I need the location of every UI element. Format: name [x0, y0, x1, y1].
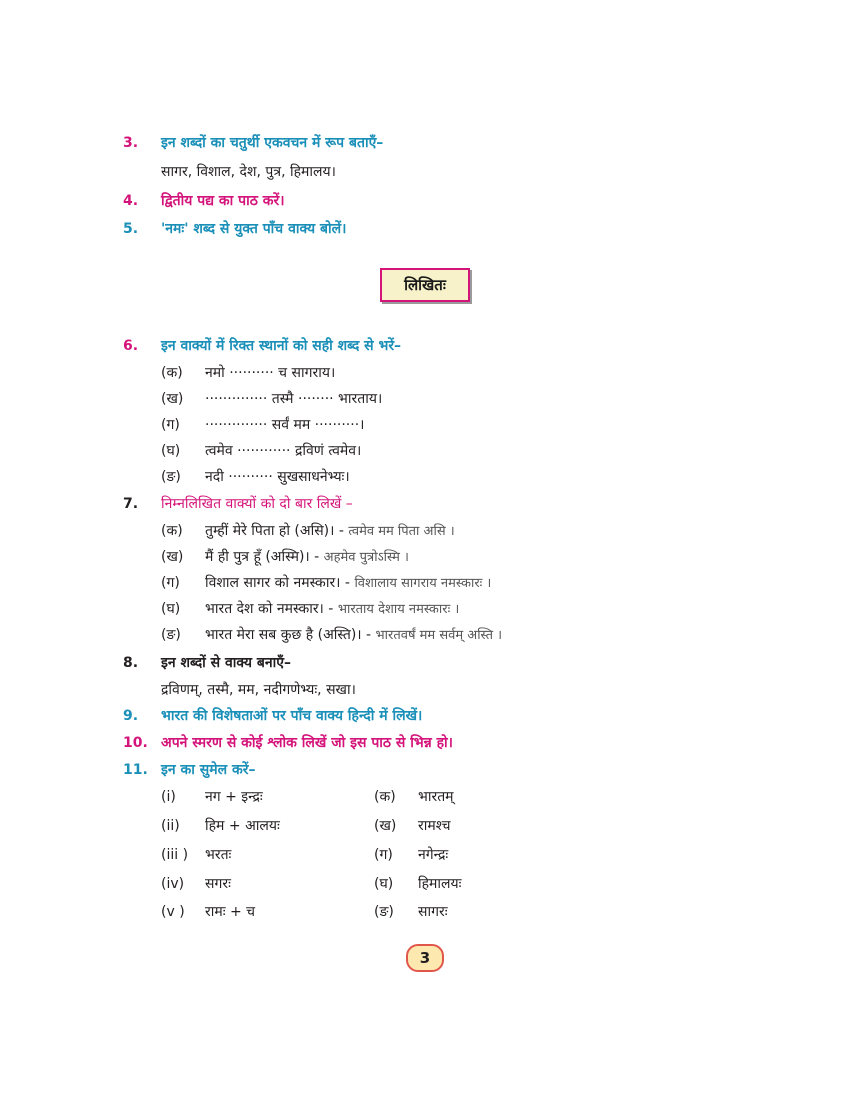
- question-text: भारत की विशेषताओं पर पाँच वाक्य हिन्दी में लिखें।: [161, 708, 423, 724]
- question-7: [123, 494, 353, 513]
- answer-text: भारतवर्षं मम सर्वम् अस्ति ।: [375, 628, 503, 643]
- match-right-item: (क) भारतम्: [374, 789, 454, 805]
- match-left-item: (iv) सगरः: [161, 876, 231, 892]
- question-number: 10.: [123, 735, 148, 751]
- question-9: [123, 706, 422, 725]
- question-text: निम्नलिखित वाक्यों को दो बार लिखें –: [161, 496, 353, 512]
- answer-text: भारताय देशाय नमस्कारः ।: [337, 602, 460, 617]
- list-item: (ख) मैं ही पुत्र हूँ (अस्मि)। - अहमेव पुत्रोऽस्मि ।: [161, 549, 409, 565]
- question-number: 8.: [123, 655, 139, 671]
- answer-text: विशालाय सागराय नमस्कारः ।: [354, 576, 492, 591]
- question-10: [123, 733, 453, 752]
- question-number: 7.: [123, 496, 139, 512]
- list-item: (ग) ·············· सर्वं मम ··········।: [161, 417, 365, 433]
- answer-text: त्वमेव मम पिता असि ।: [348, 524, 455, 539]
- question-text: इन का सुमेल करें–: [161, 762, 256, 778]
- match-right-item: (ख) रामश्च: [374, 818, 451, 834]
- match-right-item: (ग) नगेन्द्रः: [374, 847, 449, 863]
- question-text: इन शब्दों से वाक्य बनाएँ–: [161, 655, 291, 671]
- match-left-item: (i) नग + इन्द्रः: [161, 789, 263, 805]
- question-number: 6.: [123, 338, 139, 354]
- question-text: इन वाक्यों में रिक्त स्थानों को सही शब्द से भरें–: [161, 338, 402, 354]
- question-number: 11.: [123, 762, 148, 778]
- answer-text: अहमेव पुत्रोऽस्मि ।: [323, 550, 409, 565]
- question-number: 4.: [123, 193, 139, 209]
- question-4: [123, 191, 285, 210]
- section-heading: लिखितः: [380, 268, 470, 302]
- list-item: (ख) ·············· तस्मै ········ भारताय।: [161, 391, 383, 407]
- question-8: [123, 653, 291, 672]
- question-number: 9.: [123, 708, 139, 724]
- question-text: इन शब्दों का चतुर्थी एकवचन में रूप बताएँ–: [161, 135, 384, 151]
- question-number: 3.: [123, 135, 139, 151]
- list-item: (क) नमो ·········· च सागराय।: [161, 365, 336, 381]
- question-11: [123, 760, 255, 779]
- match-right-item: (घ) हिमालयः: [374, 876, 462, 892]
- list-item: (क) तुम्हीं मेरे पिता हो (असि)। - त्वमेव मम पिता असि ।: [161, 523, 455, 539]
- match-right-item: (ङ) सागरः: [374, 904, 448, 920]
- page-number: 3: [406, 944, 444, 972]
- question-3: [123, 133, 383, 152]
- word-list: द्रविणम्, तस्मै, मम, नदीगणेभ्यः, सखा।: [161, 682, 356, 698]
- question-text: अपने स्मरण से कोई श्लोक लिखें जो इस पाठ से भिन्न हो।: [161, 735, 453, 751]
- question-text: 'नमः' शब्द से युक्त पाँच वाक्य बोलें।: [161, 221, 347, 237]
- list-item: (घ) भारत देश को नमस्कार। - भारताय देशाय नमस्कारः ।: [161, 601, 460, 617]
- match-left-item: (ii) हिम + आलयः: [161, 818, 280, 834]
- question-number: 5.: [123, 221, 139, 237]
- list-item: (ङ) भारत मेरा सब कुछ है (अस्ति)। - भारतवर्षं मम सर्वम् अस्ति ।: [161, 627, 503, 643]
- question-5: [123, 219, 346, 238]
- question-text: द्वितीय पद्य का पाठ करें।: [161, 193, 285, 209]
- question-6: [123, 336, 401, 355]
- list-item: (ग) विशाल सागर को नमस्कार। - विशालाय सागराय नमस्कारः ।: [161, 575, 492, 591]
- match-left-item: (v ) रामः + च: [161, 904, 256, 920]
- list-item: (घ) त्वमेव ············ द्रविणं त्वमेव।: [161, 443, 362, 459]
- match-left-item: (iii ) भरतः: [161, 847, 232, 863]
- list-item: (ङ) नदी ·········· सुखसाधनेभ्यः।: [161, 469, 350, 485]
- word-list: सागर, विशाल, देश, पुत्र, हिमालय।: [161, 164, 336, 180]
